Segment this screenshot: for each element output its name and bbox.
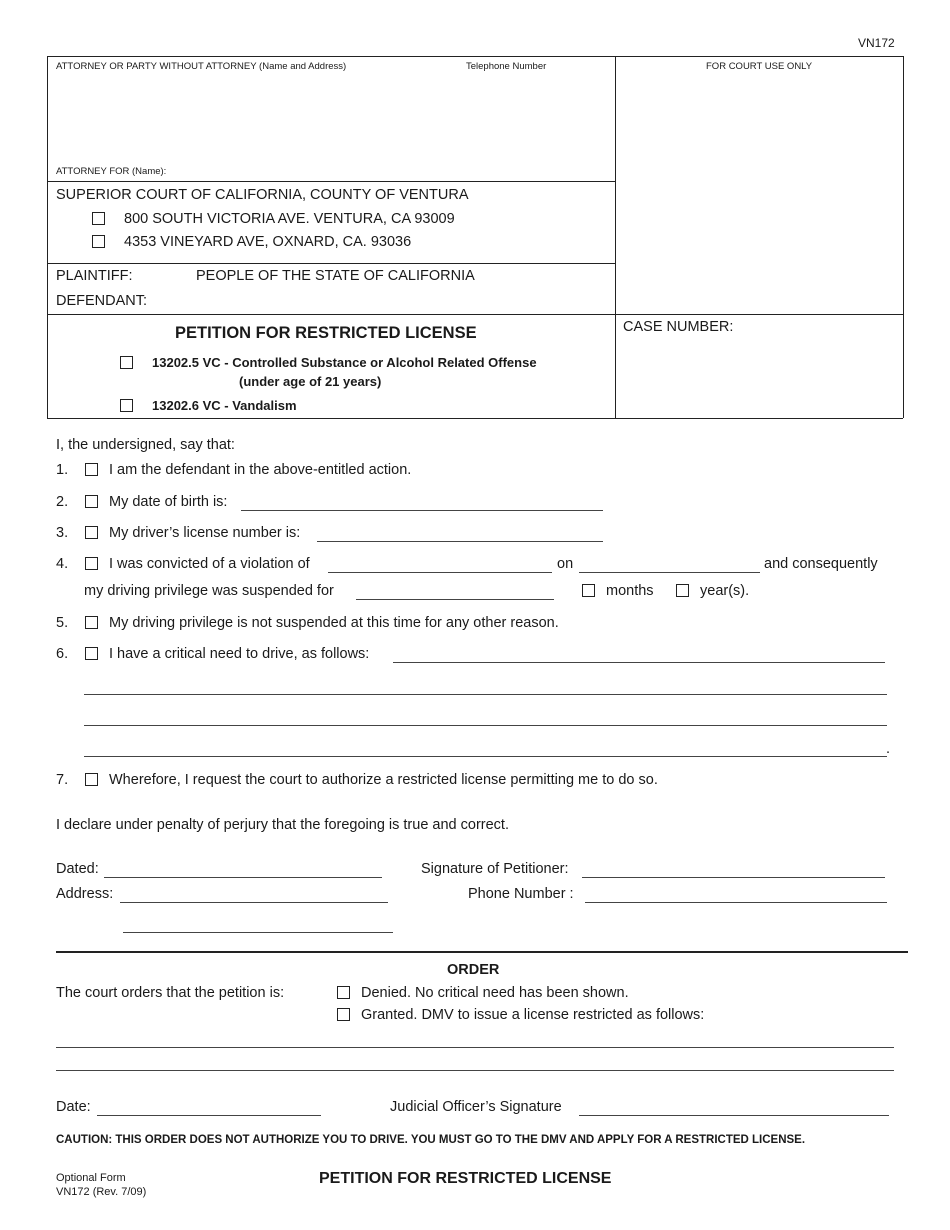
item-1-number: 1. xyxy=(56,462,69,478)
item-1-checkbox[interactable] xyxy=(85,463,98,476)
header-line-1 xyxy=(47,181,615,182)
intro-text: I, the undersigned, say that: xyxy=(56,437,235,453)
dated-label: Dated: xyxy=(56,861,99,877)
item-7-number: 7. xyxy=(56,772,69,788)
item-4-text: I was convicted of a violation of xyxy=(109,556,310,572)
critical-need-field-4[interactable] xyxy=(84,756,887,757)
option-13202-5-checkbox[interactable] xyxy=(120,356,133,369)
months-checkbox[interactable] xyxy=(582,584,595,597)
header-top-border xyxy=(47,56,903,57)
order-divider xyxy=(56,951,908,953)
judicial-signature-label: Judicial Officer’s Signature xyxy=(390,1099,562,1115)
conviction-date-field[interactable] xyxy=(579,572,760,573)
critical-need-field-1[interactable] xyxy=(393,662,885,663)
item-3-number: 3. xyxy=(56,525,69,541)
dated-field[interactable] xyxy=(104,877,382,878)
header-line-2 xyxy=(47,263,615,264)
court-use-label: FOR COURT USE ONLY xyxy=(706,61,813,72)
item-2-text: My date of birth is: xyxy=(109,494,228,510)
item-2-number: 2. xyxy=(56,494,69,510)
item-2-checkbox[interactable] xyxy=(85,495,98,508)
critical-need-field-2[interactable] xyxy=(84,694,887,695)
telephone-label: Telephone Number xyxy=(466,61,547,72)
item-5-number: 5. xyxy=(56,615,69,631)
order-date-label: Date: xyxy=(56,1099,91,1115)
court-name: SUPERIOR COURT OF CALIFORNIA, COUNTY OF VENTURA xyxy=(56,187,469,203)
item-6-checkbox[interactable] xyxy=(85,647,98,660)
header-divider xyxy=(615,56,616,418)
location-oxnard-label: 4353 VINEYARD AVE, OXNARD, CA. 93036 xyxy=(124,234,412,250)
denied-checkbox[interactable] xyxy=(337,986,350,999)
header-right-border xyxy=(903,56,904,418)
address-field-1[interactable] xyxy=(120,902,388,903)
item-3-text: My driver’s license number is: xyxy=(109,525,301,541)
optional-form-label: Optional Form xyxy=(56,1172,126,1184)
order-text: The court orders that the petition is: xyxy=(56,985,285,1001)
critical-need-field-3[interactable] xyxy=(84,725,887,726)
defendant-label: DEFENDANT: xyxy=(56,293,148,309)
dob-field[interactable] xyxy=(241,510,603,511)
phone-field[interactable] xyxy=(585,902,887,903)
restriction-field-1[interactable] xyxy=(56,1047,894,1048)
case-number-label: CASE NUMBER: xyxy=(623,319,734,335)
granted-checkbox[interactable] xyxy=(337,1008,350,1021)
item-6-number: 6. xyxy=(56,646,69,662)
phone-label: Phone Number : xyxy=(468,886,574,902)
critical-need-period: . xyxy=(886,741,891,757)
header-left-border xyxy=(47,56,48,418)
signature-label: Signature of Petitioner: xyxy=(421,861,569,877)
form-id: VN172 xyxy=(858,36,895,50)
item-5-checkbox[interactable] xyxy=(85,616,98,629)
item-4-number: 4. xyxy=(56,556,69,572)
item-7-text: Wherefore, I request the court to authorize a restricted license permitting me to do so. xyxy=(109,772,658,788)
form-title: PETITION FOR RESTRICTED LICENSE xyxy=(175,324,477,342)
signature-field[interactable] xyxy=(582,877,885,878)
item-4-consequently: and consequently xyxy=(764,556,878,572)
location-ventura-label: 800 SOUTH VICTORIA AVE. VENTURA, CA 93009 xyxy=(124,211,455,227)
years-label: year(s). xyxy=(700,583,750,599)
item-6-text: I have a critical need to drive, as follows: xyxy=(109,646,370,662)
order-date-field[interactable] xyxy=(97,1115,321,1116)
item-5-text: My driving privilege is not suspended at this time for any other reason. xyxy=(109,615,559,631)
option-13202-6-checkbox[interactable] xyxy=(120,399,133,412)
years-checkbox[interactable] xyxy=(676,584,689,597)
header-line-3 xyxy=(47,314,903,315)
item-4-checkbox[interactable] xyxy=(85,557,98,570)
plaintiff-value: PEOPLE OF THE STATE OF CALIFORNIA xyxy=(196,268,475,284)
caution-text: CAUTION: THIS ORDER DOES NOT AUTHORIZE YOU TO DRIVE. YOU MUST GO TO THE DMV AND APPLY FOR A RESTRICTED LICENSE. xyxy=(56,1134,806,1146)
suspension-length-field[interactable] xyxy=(356,599,554,600)
attorney-for-label: ATTORNEY FOR (Name): xyxy=(56,166,167,177)
item-4-suspended-text: my driving privilege was suspended for xyxy=(84,583,334,599)
revision-label: VN172 (Rev. 7/09) xyxy=(56,1186,147,1198)
item-3-checkbox[interactable] xyxy=(85,526,98,539)
attorney-label: ATTORNEY OR PARTY WITHOUT ATTORNEY (Name and Address) xyxy=(56,61,347,72)
denied-label: Denied. No critical need has been shown. xyxy=(361,985,629,1001)
order-title: ORDER xyxy=(447,962,500,978)
violation-field[interactable] xyxy=(328,572,552,573)
granted-label: Granted. DMV to issue a license restricted as follows: xyxy=(361,1007,705,1023)
footer-title: PETITION FOR RESTRICTED LICENSE xyxy=(319,1170,612,1187)
plaintiff-label: PLAINTIFF: xyxy=(56,268,133,284)
item-7-checkbox[interactable] xyxy=(85,773,98,786)
months-label: months xyxy=(606,583,654,599)
location-oxnard-checkbox[interactable] xyxy=(92,235,105,248)
location-ventura-checkbox[interactable] xyxy=(92,212,105,225)
address-label: Address: xyxy=(56,886,114,902)
option-13202-5-label: 13202.5 VC - Controlled Substance or Alcohol Related Offense xyxy=(152,355,537,370)
judicial-signature-field[interactable] xyxy=(579,1115,889,1116)
address-field-2[interactable] xyxy=(123,932,393,933)
header-bottom-border xyxy=(47,418,903,419)
restriction-field-2[interactable] xyxy=(56,1070,894,1071)
declaration-text: I declare under penalty of perjury that the foregoing is true and correct. xyxy=(56,817,509,833)
license-number-field[interactable] xyxy=(317,541,603,542)
item-1-text: I am the defendant in the above-entitled action. xyxy=(109,462,412,478)
option-13202-6-label: 13202.6 VC - Vandalism xyxy=(152,398,297,413)
item-4-on: on xyxy=(557,556,574,572)
option-13202-5-sublabel: (under age of 21 years) xyxy=(239,374,382,389)
